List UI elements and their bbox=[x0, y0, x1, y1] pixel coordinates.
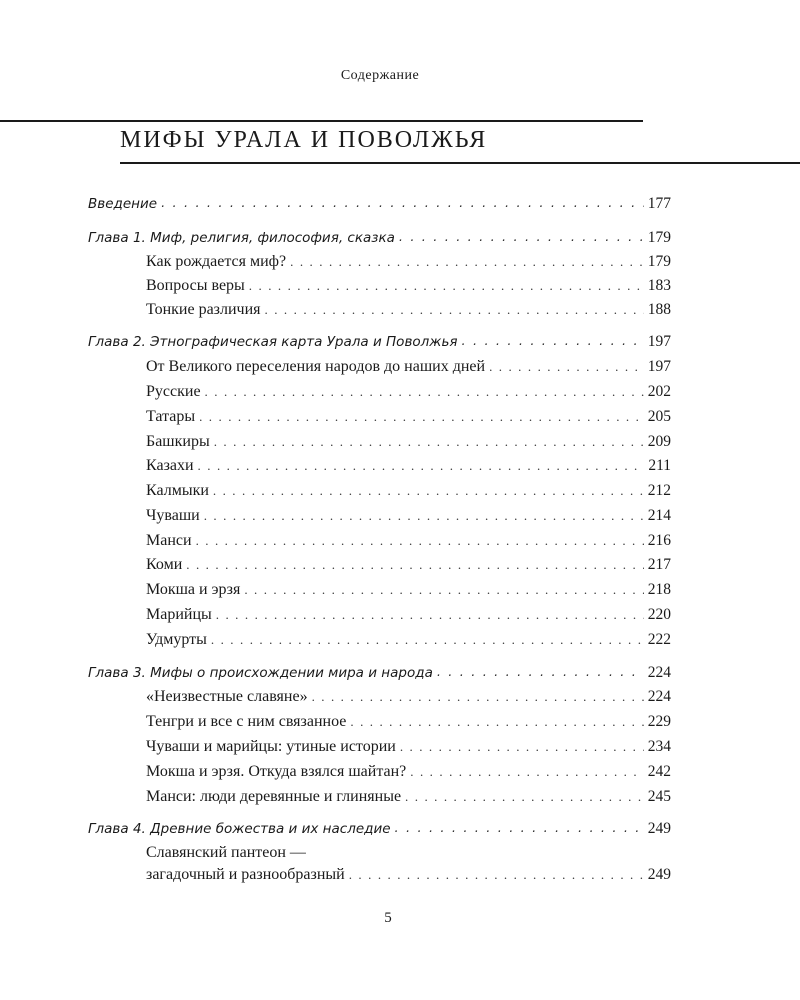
toc-entry[interactable] bbox=[146, 275, 671, 297]
dot-leader bbox=[410, 761, 643, 783]
dot-leader bbox=[249, 275, 644, 297]
entry-page: 216 bbox=[647, 532, 671, 549]
section-title: МИФЫ УРАЛА И ПОВОЛЖЬЯ bbox=[120, 127, 488, 153]
dot-leader bbox=[462, 331, 644, 353]
entry-title: Башкиры bbox=[146, 433, 210, 450]
toc-entry[interactable] bbox=[146, 356, 671, 378]
toc-entry[interactable] bbox=[146, 455, 671, 477]
entry-title: «Неизвестные славяне» bbox=[146, 688, 308, 705]
dot-leader bbox=[350, 711, 643, 733]
entry-page: 197 bbox=[647, 333, 671, 350]
entry-page: 220 bbox=[647, 606, 671, 623]
entry-title-line1[interactable]: Славянский пантеон — bbox=[146, 844, 306, 861]
dot-leader bbox=[204, 505, 644, 527]
entry-page: 179 bbox=[647, 253, 671, 270]
entry-title: Мокша и эрзя bbox=[146, 581, 241, 598]
entry-title: Введение bbox=[88, 196, 158, 212]
dot-leader bbox=[349, 864, 644, 886]
dot-leader bbox=[400, 736, 644, 758]
dot-leader bbox=[265, 299, 644, 321]
toc-entry[interactable] bbox=[146, 604, 671, 626]
toc-entry-chapter-3[interactable] bbox=[88, 662, 671, 684]
toc-entry-chapter-1[interactable] bbox=[88, 227, 671, 249]
entry-page: 183 bbox=[647, 277, 671, 294]
entry-title: Чуваши bbox=[146, 507, 200, 524]
entry-title: Глава 1. Миф, религия, философия, сказка bbox=[88, 230, 395, 246]
dot-leader bbox=[290, 251, 644, 273]
entry-title: Как рождается миф? bbox=[146, 253, 287, 270]
dot-leader bbox=[161, 193, 644, 215]
entry-title: Казахи bbox=[146, 457, 194, 474]
entry-title: Коми bbox=[146, 556, 183, 573]
toc-entry[interactable] bbox=[146, 406, 671, 428]
entry-page: 209 bbox=[647, 433, 671, 450]
entry-title: Удмурты bbox=[146, 631, 207, 648]
toc-entry[interactable] bbox=[146, 505, 671, 527]
dot-leader bbox=[405, 786, 644, 808]
entry-page: 249 bbox=[647, 866, 671, 883]
entry-page: 197 bbox=[647, 358, 671, 375]
entry-title: Манси bbox=[146, 532, 192, 549]
entry-page: 224 bbox=[647, 688, 671, 705]
dot-leader bbox=[399, 227, 644, 249]
entry-title: Калмыки bbox=[146, 482, 209, 499]
dot-leader bbox=[489, 356, 644, 378]
dot-leader bbox=[213, 480, 644, 502]
dot-leader bbox=[216, 604, 644, 626]
toc-entry[interactable] bbox=[146, 554, 671, 576]
entry-page: 249 bbox=[647, 820, 671, 837]
entry-page: 234 bbox=[647, 738, 671, 755]
dot-leader bbox=[211, 629, 644, 651]
toc-entry-intro[interactable] bbox=[88, 193, 671, 215]
entry-page: 229 bbox=[647, 713, 671, 730]
dot-leader bbox=[198, 455, 645, 477]
toc-entry[interactable] bbox=[146, 299, 671, 321]
page-number: 5 bbox=[384, 910, 392, 926]
entry-page: 177 bbox=[647, 195, 671, 212]
toc-entry[interactable] bbox=[146, 864, 671, 886]
entry-page: 217 bbox=[647, 556, 671, 573]
entry-page: 179 bbox=[647, 229, 671, 246]
entry-title: Глава 4. Древние божества и их наследие bbox=[88, 821, 391, 837]
dot-leader bbox=[312, 686, 644, 708]
entry-title: Татары bbox=[146, 408, 196, 425]
entry-title: Мокша и эрзя. Откуда взялся шайтан? bbox=[146, 763, 407, 780]
dot-leader bbox=[214, 431, 644, 453]
entry-page: 205 bbox=[647, 408, 671, 425]
toc-entry[interactable] bbox=[146, 480, 671, 502]
toc-entry[interactable] bbox=[146, 736, 671, 758]
running-head: Содержание bbox=[340, 68, 420, 83]
toc-entry[interactable] bbox=[146, 786, 671, 808]
entry-title: Вопросы веры bbox=[146, 277, 245, 294]
toc-entry[interactable] bbox=[146, 761, 671, 783]
dot-leader bbox=[244, 579, 643, 601]
entry-page: 218 bbox=[647, 581, 671, 598]
toc-entry[interactable] bbox=[146, 711, 671, 733]
entry-page: 202 bbox=[647, 383, 671, 400]
toc-entry[interactable] bbox=[146, 381, 671, 403]
entry-title: От Великого переселения народов до наших дней bbox=[146, 358, 486, 375]
dot-leader bbox=[196, 530, 644, 552]
entry-page: 214 bbox=[647, 507, 671, 524]
entry-title: Тонкие различия bbox=[146, 301, 261, 318]
entry-title: Глава 2. Этнографическая карта Урала и Поволжья bbox=[88, 334, 458, 350]
dot-leader bbox=[395, 818, 644, 840]
entry-page: 211 bbox=[648, 457, 671, 474]
entry-page: 188 bbox=[647, 301, 671, 318]
dot-leader bbox=[186, 554, 643, 576]
dot-leader bbox=[199, 406, 644, 428]
toc-entry[interactable] bbox=[146, 251, 671, 273]
entry-title: Глава 3. Мифы о происхождении мира и народа bbox=[88, 665, 433, 681]
entry-title: Манси: люди деревянные и глиняные bbox=[146, 788, 402, 805]
toc-entry[interactable] bbox=[146, 530, 671, 552]
entry-title: загадочный и разнообразный bbox=[146, 866, 345, 883]
toc-entry[interactable] bbox=[146, 579, 671, 601]
toc-entry[interactable] bbox=[146, 629, 671, 651]
entry-page: 242 bbox=[647, 763, 671, 780]
toc-entry-chapter-2[interactable] bbox=[88, 331, 671, 353]
toc-entry-chapter-4[interactable] bbox=[88, 818, 671, 840]
toc-entry[interactable] bbox=[146, 686, 671, 708]
entry-title: Русские bbox=[146, 383, 201, 400]
entry-title: Чуваши и марийцы: утиные истории bbox=[146, 738, 396, 755]
entry-title: Тенгри и все с ним связанное bbox=[146, 713, 347, 730]
toc-entry[interactable] bbox=[146, 431, 671, 453]
entry-page: 222 bbox=[647, 631, 671, 648]
entry-page: 245 bbox=[647, 788, 671, 805]
entry-page: 212 bbox=[647, 482, 671, 499]
entry-title: Марийцы bbox=[146, 606, 212, 623]
dot-leader bbox=[437, 662, 644, 684]
entry-page: 224 bbox=[647, 664, 671, 681]
dot-leader bbox=[205, 381, 644, 403]
